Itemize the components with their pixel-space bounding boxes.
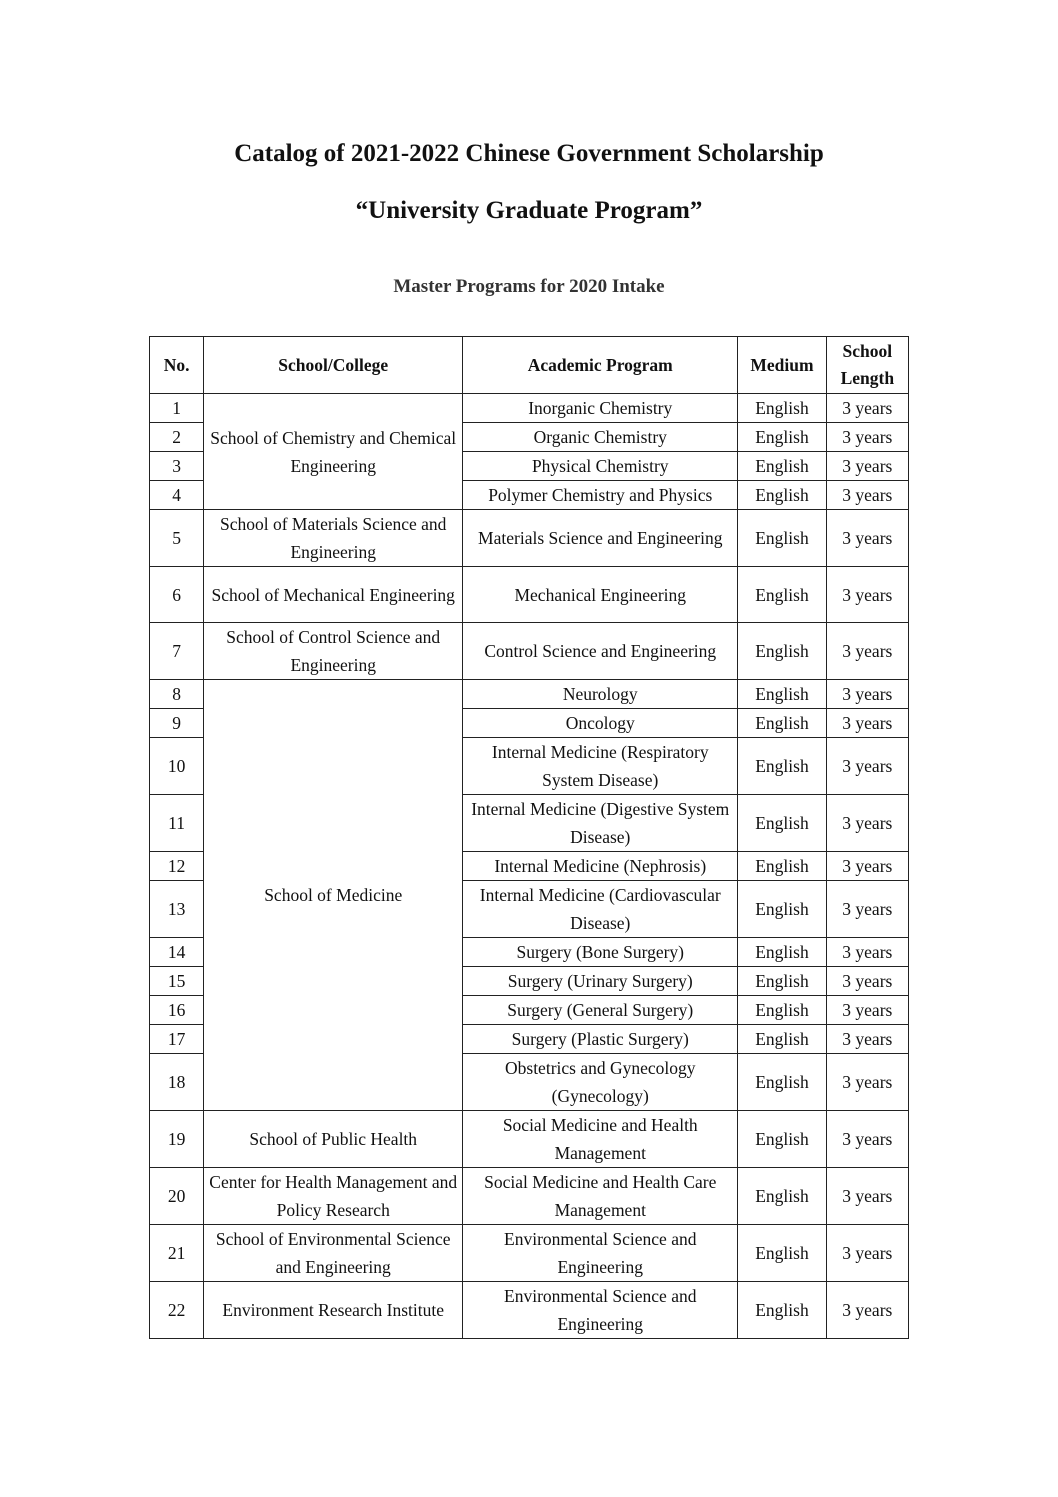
cell-length: 3 years [826,1025,908,1054]
cell-medium: English [738,1054,826,1111]
cell-school: School of Control Science and Engineering [204,623,463,680]
cell-medium: English [738,738,826,795]
cell-length: 3 years [826,996,908,1025]
cell-no: 6 [150,567,204,623]
cell-program: Surgery (Bone Surgery) [463,938,738,967]
cell-school: School of Materials Science and Engineering [204,510,463,567]
cell-length: 3 years [826,938,908,967]
cell-school: School of Public Health [204,1111,463,1168]
cell-length: 3 years [826,423,908,452]
cell-length: 3 years [826,795,908,852]
cell-school: Environment Research Institute [204,1282,463,1339]
cell-no: 21 [150,1225,204,1282]
cell-no: 13 [150,881,204,938]
table-row [150,394,909,423]
cell-medium: English [738,881,826,938]
cell-school: School of Chemistry and Chemical Engineering [204,394,463,510]
cell-program: Social Medicine and Health Management [463,1111,738,1168]
cell-medium: English [738,709,826,738]
cell-program: Control Science and Engineering [463,623,738,680]
cell-medium: English [738,938,826,967]
cell-medium: English [738,452,826,481]
cell-medium: English [738,852,826,881]
section-heading: Master Programs for 2020 Intake [393,276,665,297]
header-length-line1: School [842,341,893,361]
cell-length: 3 years [826,881,908,938]
cell-length: 3 years [826,1168,908,1225]
cell-program: Mechanical Engineering [463,567,738,623]
cell-medium: English [738,967,826,996]
cell-medium: English [738,623,826,680]
cell-program: Obstetrics and Gynecology (Gynecology) [463,1054,738,1111]
header-length-line2: Length [840,368,895,388]
cell-medium: English [738,680,826,709]
cell-medium: English [738,1225,826,1282]
table-header-row [150,337,909,394]
cell-medium: English [738,423,826,452]
cell-length: 3 years [826,394,908,423]
cell-length: 3 years [826,738,908,795]
cell-program: Internal Medicine (Respiratory System Disease) [463,738,738,795]
cell-no: 2 [150,423,204,452]
cell-length: 3 years [826,852,908,881]
table-row [150,1111,909,1168]
cell-medium: English [738,567,826,623]
cell-no: 16 [150,996,204,1025]
cell-program: Environmental Science and Engineering [463,1282,738,1339]
cell-program: Surgery (General Surgery) [463,996,738,1025]
cell-program: Internal Medicine (Cardiovascular Disease) [463,881,738,938]
cell-no: 5 [150,510,204,567]
cell-medium: English [738,510,826,567]
header-medium: Medium [738,337,826,394]
cell-length: 3 years [826,623,908,680]
cell-program: Inorganic Chemistry [463,394,738,423]
cell-no: 4 [150,481,204,510]
table-row [150,1282,909,1339]
cell-length: 3 years [826,967,908,996]
cell-length: 3 years [826,510,908,567]
cell-school: Center for Health Management and Policy Research [204,1168,463,1225]
cell-no: 12 [150,852,204,881]
cell-length: 3 years [826,1225,908,1282]
table-row [150,1225,909,1282]
cell-no: 10 [150,738,204,795]
document-title: Catalog of 2021-2022 Chinese Government Scholarship [234,140,824,167]
cell-medium: English [738,481,826,510]
cell-program: Social Medicine and Health Care Management [463,1168,738,1225]
cell-length: 3 years [826,680,908,709]
table-row [150,510,909,567]
cell-no: 7 [150,623,204,680]
cell-school: School of Environmental Science and Engineering [204,1225,463,1282]
cell-program: Internal Medicine (Nephrosis) [463,852,738,881]
cell-program: Oncology [463,709,738,738]
cell-program: Surgery (Plastic Surgery) [463,1025,738,1054]
cell-program: Organic Chemistry [463,423,738,452]
cell-program: Surgery (Urinary Surgery) [463,967,738,996]
cell-length: 3 years [826,1054,908,1111]
cell-length: 3 years [826,452,908,481]
cell-program: Physical Chemistry [463,452,738,481]
header-program: Academic Program [463,337,738,394]
cell-medium: English [738,394,826,423]
cell-program: Materials Science and Engineering [463,510,738,567]
table-row [150,1168,909,1225]
programs-table [149,336,909,1339]
header-length [826,337,908,394]
cell-no: 19 [150,1111,204,1168]
table-row [150,680,909,709]
cell-no: 1 [150,394,204,423]
cell-program: Environmental Science and Engineering [463,1225,738,1282]
cell-medium: English [738,1111,826,1168]
cell-length: 3 years [826,567,908,623]
cell-no: 14 [150,938,204,967]
cell-medium: English [738,1282,826,1339]
cell-no: 17 [150,1025,204,1054]
header-school: School/College [204,337,463,394]
cell-no: 22 [150,1282,204,1339]
cell-length: 3 years [826,709,908,738]
cell-program: Neurology [463,680,738,709]
header-no: No. [150,337,204,394]
cell-length: 3 years [826,481,908,510]
cell-school: School of Mechanical Engineering [204,567,463,623]
cell-program: Polymer Chemistry and Physics [463,481,738,510]
cell-no: 15 [150,967,204,996]
cell-no: 20 [150,1168,204,1225]
cell-length: 3 years [826,1111,908,1168]
cell-medium: English [738,1168,826,1225]
cell-medium: English [738,1025,826,1054]
cell-school: School of Medicine [204,680,463,1111]
table-row [150,567,909,623]
cell-length: 3 years [826,1282,908,1339]
table-row [150,623,909,680]
document-subtitle-program: “University Graduate Program” [355,197,703,224]
cell-medium: English [738,996,826,1025]
cell-no: 3 [150,452,204,481]
cell-no: 8 [150,680,204,709]
cell-no: 9 [150,709,204,738]
cell-no: 11 [150,795,204,852]
cell-program: Internal Medicine (Digestive System Disease) [463,795,738,852]
cell-medium: English [738,795,826,852]
cell-no: 18 [150,1054,204,1111]
